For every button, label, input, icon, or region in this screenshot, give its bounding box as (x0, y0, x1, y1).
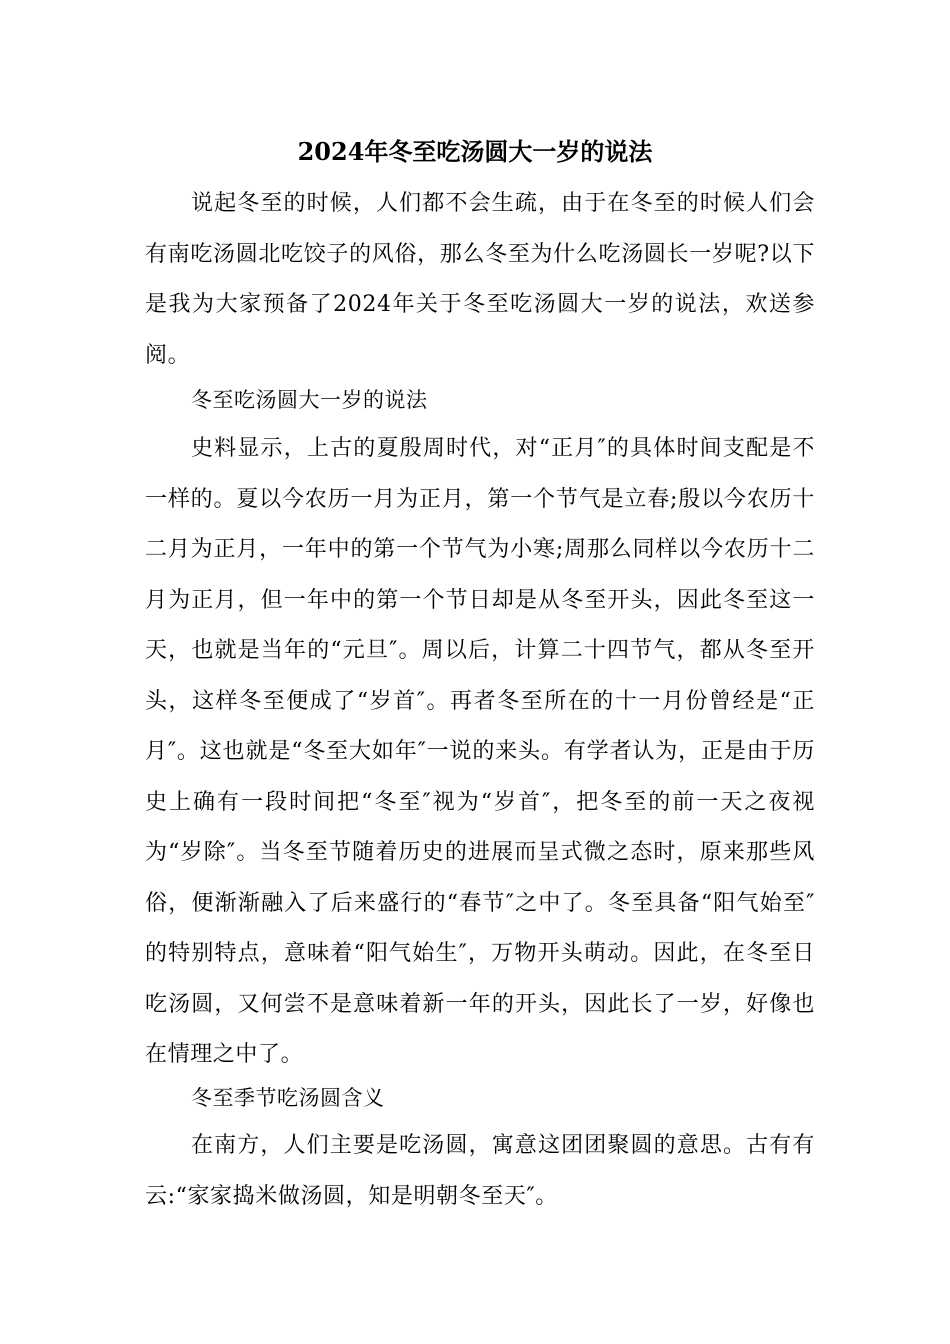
section-1-paragraph: 史料显示，上古的夏殷周时代，对“正月″的具体时间支配是不一样的。夏以今农历一月为正月，第一个节气是立春;殷以今农历十二月为正月，一年中的第一个节气为小寒;周那么同样以今农历十二月为正月，但一年中的第一个节日却是从冬至开头，因此冬至这一天，也就是当年的“元旦″。周以后，计算二十四节气，都从冬至开头，这样冬至便成了“岁首″。再者冬至所在的十一月份曾经是“正月″。这也就是“冬至大如年″一说的来头。有学者认为，正是由于历史上确有一段时间把“冬至″视为“岁首″，把冬至的前一天之夜视为“岁除″。当冬至节随着历史的进展而呈式微之态时，原来那些风俗，便渐渐融入了后来盛行的“春节″之中了。冬至具备“阳气始至″的特别特点，意味着“阳气始生″，万物开头萌动。因此，在冬至日吃汤圆，又何尝不是意味着新一年的开头，因此长了一岁，好像也在情理之中了。 (145, 436, 815, 1067)
section-2-paragraph: 在南方，人们主要是吃汤圆，寓意这团团聚圆的意思。古有有云:“家家捣米做汤圆，知是明朝冬至天″。 (145, 1133, 815, 1209)
document-title: 2024年冬至吃汤圆大一岁的说法 (297, 137, 653, 166)
intro-paragraph: 说起冬至的时候，人们都不会生疏，由于在冬至的时候人们会有南吃汤圆北吃饺子的风俗，那么冬至为什么吃汤圆长一岁呢?以下是我为大家预备了2024年关于冬至吃汤圆大一岁的说法，欢送参阅。 (145, 191, 815, 368)
section-heading-2: 冬至季节吃汤圆含义 (191, 1086, 385, 1110)
section-heading-1: 冬至吃汤圆大一岁的说法 (191, 388, 428, 412)
